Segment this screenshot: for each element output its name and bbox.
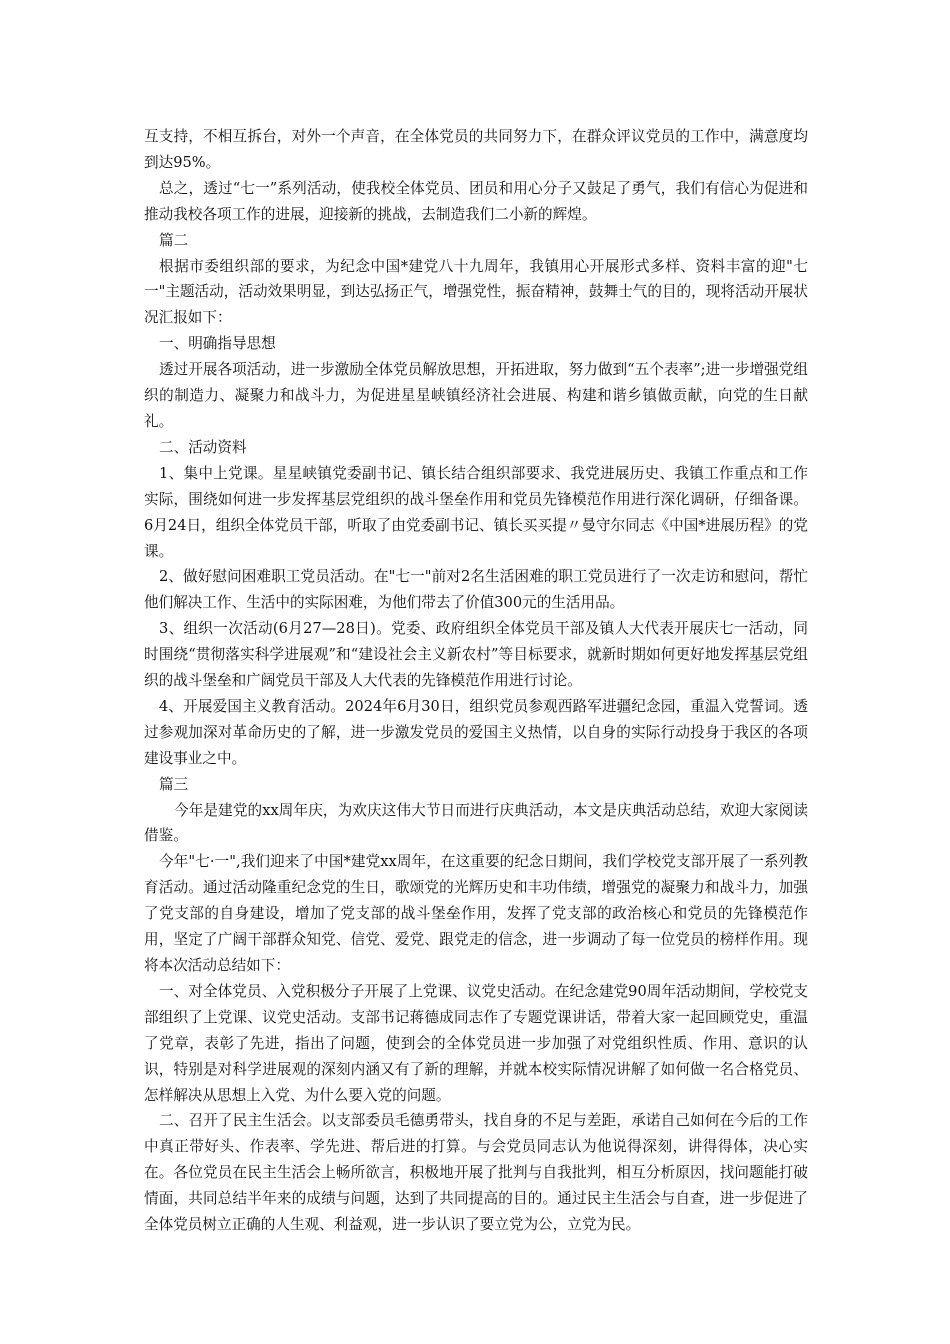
paragraph-item-2: 2、做好慰问困难职工党员活动。在"七一"前对2名生活困难的职工党员进行了一次走访和慰问，帮忙他们解决工作、生活中的实际困难，为他们带去了价值300元的生活用品。 [144,568,808,612]
section-heading-part-three: 篇三 [159,775,189,793]
paragraph-summary-intro: 今年"七·一",我们迎来了中国*建党xx周年，在这重要的纪念日期间，我们学校党支部开展了一系列教育活动。通过活动隆重纪念党的生日，歌颂党的光辉历史和丰功伟绩，增强党的凝聚力和战斗力，加强了党支部的自身建设，增加了党支部的战斗堡垒作用，发挥了党支部的政治核心和党员的先锋模范作用，坚定了广阔干部群众知党、信党、爱党、跟党走的信念，进一步调动了每一位党员的榜样作用。现将本次活动总结如下： [144,853,808,974]
paragraph-intro: 根据市委组织部的要求，为纪念中国*建党八十九周年，我镇用心开展形式多样、资料丰富的迎"七一"主题活动，活动效果明显，到达弘扬正气，增强党性，振奋精神，鼓舞士气的目的，现将活动开展状况汇报如下： [144,257,808,327]
subheading-guiding-thought: 一、明确指导思想 [159,335,276,353]
paragraph-guiding-thought: 透过开展各项活动，进一步激励全体党员解放思想，开拓进取，努力做到“五个表率”;进一步增强党组织的制造力、凝聚力和战斗力，为促进星星峡镇经济社会进展、构建和谐乡镇做贡献，向党的生日献礼。 [144,361,808,430]
paragraph-item-4: 4、开展爱国主义教育活动。2024年6月30日，组织党员参观西路军进疆纪念园，重温入党誓词。透过参观加深对革命历史的了解，进一步激发党员的爱国主义热情，以自身的实际行动投身于我区的各项建设事业之中。 [144,697,808,767]
subheading-activity-content: 二、活动资料 [159,438,247,456]
section-heading-part-two: 篇二 [159,231,189,249]
paragraph-conclusion: 总之，透过“七一”系列活动，使我校全体党员、团员和用心分子又鼓足了勇气，我们有信心为促进和推动我校各项工作的进展，迎接新的挑战，去制造我们二小新的辉煌。 [144,179,808,223]
paragraph-party-lecture: 一、对全体党员、入党积极分子开展了上党课、议党史活动。在纪念建党90周年活动期间，学校党支部组织了上党课、议党史活动。支部书记蒋德成同志作了专题党课讲话，带着大家一起回顾党史，重温了党章，表彰了先进，指出了问题，使到会的全体党员进一步加强了对党组织性质、作用、意识的认识，特别是对科学进展观的深刻内涵又有了新的理解，并就本校实际情况讲解了如何做一名合格党员、怎样解决从思想上入党、为什么要入党的问题。 [144,982,808,1104]
paragraph-item-1: 1、集中上党课。星星峡镇党委副书记、镇长结合组织部要求、我党进展历史、我镇工作重点和工作实际，围绕如何进一步发挥基层党组织的战斗堡垒作用和党员先锋模范作用进行深化调研，仔细备课。6月24日，组织全体党员干部，听取了由党委副书记、镇长买买提〃曼守尔同志《中国*进展历程》的党课。 [144,464,808,560]
paragraph-continuation: 互支持，不相互拆台，对外一个声音，在全体党员的共同努力下，在群众评议党员的工作中，满意度均到达95%。 [144,128,808,171]
paragraph-preface: 今年是建党的xx周年庆，为欢庆这伟大节日而进行庆典活动，本文是庆典活动总结，欢迎大家阅读借鉴。 [144,801,808,845]
document-page [144,124,808,1238]
paragraph-democratic-meeting: 二、召开了民主生活会。以支部委员毛德勇带头，找自身的不足与差距，承诺自己如何在今后的工作中真正带好头、作表率、学先进、帮后进的打算。与会党员同志认为他说得深刻，讲得得体，决心实在。各位党员在民主生活会上畅所欲言，积极地开展了批判与自我批判，相互分析原因，找问题能打破情面，共同总结半年来的成绩与问题，达到了共同提高的目的。通过民主生活会与自查，进一步促进了全体党员树立正确的人生观、利益观，进一步认识了要立党为公，立党为民。 [144,1112,808,1234]
paragraph-item-3: 3、组织一次活动(6月27—28日)。党委、政府组织全体党员干部及镇人大代表开展庆七一活动，同时围绕“贯彻落实科学进展观”和“建设社会主义新农村”等目标要求，就新时期如何更好地发挥基层党组织的战斗堡垒和广阔党员干部及人大代表的先锋模范作用进行讨论。 [144,620,808,690]
